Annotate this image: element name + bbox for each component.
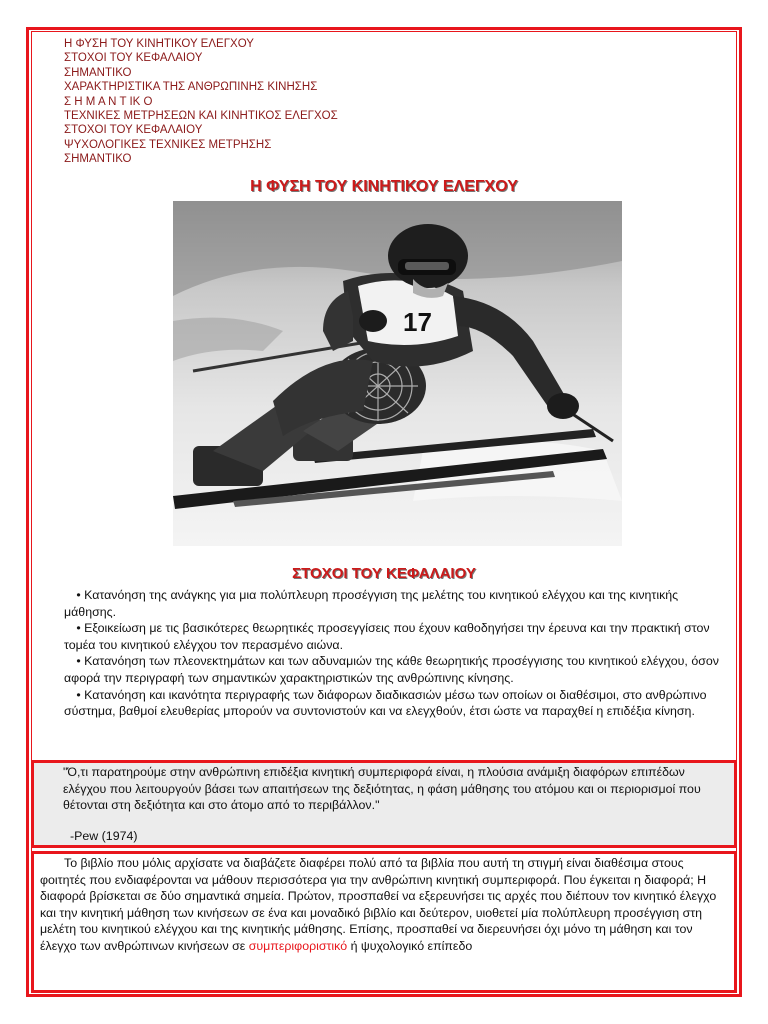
table-of-contents xyxy=(64,37,338,167)
toc-item[interactable]: ΣΗΜΑΝΤΙΚΟ xyxy=(64,66,132,79)
toc-item[interactable]: ΣΗΜΑΝΤΙΚΟ xyxy=(64,153,132,166)
bullet-icon: • xyxy=(76,621,81,636)
bib-number: 17 xyxy=(403,307,432,337)
bullet-icon: • xyxy=(76,654,81,669)
quote-attribution: -Pew (1974) xyxy=(70,829,138,843)
body-text-start: Το βιβλίο που μόλις αρχίσατε να διαβάζετε διαφέρει πολύ από τα βιβλία που αυτή τη στιγμή είναι διαθέσιμα στους φοιτητές που ενδιαφέρονται να μάθουν περισσότερα για την ανθρώπινη κινητική συμπεριφορά. Που έγκειται η διαφορά; Η διαφορά βρίσκεται σε δύο σημαντικά σημεία. Πρώτον, προσπαθεί να εξερευνήσει τις αρχές που διέπουν τον κινητικό έλεγχο και την κινητική μάθηση των κινήσεων σε ένα και μοναδικό βιβλίο και δεύτερον, υιοθετεί μία πολύπλευρη προσέγγιση στη μελέτη του κινητικού ελέγχου και της κινητικής μάθησης. Επίσης, προσπαθεί να διερευνήσει όχι μόνο τη μάθηση και τον έλεγχο των ανθρώπινων κινήσεων σε xyxy=(40,856,717,953)
body-paragraph xyxy=(40,855,728,954)
goal-text: Κατανόηση και ικανότητα περιγραφής των διάφορων διαδικασιών μέσω των οποίων οι διαθέσιμοι, στο ανθρώπινο σύστημα, βαθμοί ελευθερίας μπορούν να συντονιστούν και να ελεγχθούν, έτσι ώστε να παραχθεί η επιδέξια κίνηση. xyxy=(64,687,707,719)
bullet-icon: • xyxy=(76,588,81,602)
list-item xyxy=(64,653,719,686)
list-item xyxy=(64,687,719,720)
list-item xyxy=(64,620,719,653)
quote-text: "Ό,τι παρατηρούμε στην ανθρώπινη επιδέξια κινητική συμπεριφορά είναι, η πλούσια ανάμιξη διαφόρων επιπέδων ελέγχου που λειτουργούν βάσει των απαιτήσεων της δεξιότητας, η φάση μάθησης του ατόμου και οι περιορισμοί που θέτονται στη δεξιότητα και στο άτομο από το περιβάλλον." xyxy=(63,765,701,812)
toc-item[interactable]: ΣΤΟΧΟΙ ΤΟΥ ΚΕΦΑΛΑΙΟΥ xyxy=(64,124,203,137)
goal-text: Κατανόηση των πλεονεκτημάτων και των αδυναμιών της κάθε θεωρητικής προσέγγισης του κινητικού ελέγχου, όσον αφορά την περιγραφή των σημαντικών χαρακτηριστικών της ανθρώπινης κίνησης. xyxy=(64,654,719,685)
body-text-end: ή ψυχολογικό επίπεδο xyxy=(347,938,473,953)
section-heading-nature-of-motor-control: Η ΦΥΣΗ ΤΟΥ ΚΙΝΗΤΙΚΟΥ ΕΛΕΓΧΟΥ xyxy=(250,178,518,195)
toc-item[interactable]: ΨΥΧΟΛΟΓΙΚΕΣ ΤΕΧΝΙΚΕΣ ΜΕΤΡΗΣΗΣ xyxy=(64,138,272,151)
goal-text: Κατανόηση της ανάγκης για μια πολύπλευρη προσέγγιση της μελέτης του κινητικού ελέγχου και της κινητικής μάθησης. xyxy=(64,588,679,619)
bullet-icon: • xyxy=(76,687,81,702)
section-heading-chapter-goals: ΣΤΟΧΟΙ ΤΟΥ ΚΕΦΑΛΑΙΟΥ xyxy=(292,565,476,582)
toc-item[interactable]: Σ Η Μ Α Ν Τ ΙΚ Ο xyxy=(64,95,153,108)
toc-item[interactable]: ΤΕΧΝΙΚΕΣ ΜΕΤΡΗΣΕΩΝ ΚΑΙ ΚΙΝΗΤΙΚΟΣ ΕΛΕΓΧΟΣ xyxy=(64,110,338,123)
list-item xyxy=(64,587,719,620)
toc-item[interactable]: ΣΤΟΧΟΙ ΤΟΥ ΚΕΦΑΛΑΙΟΥ xyxy=(64,52,203,65)
skier-photo xyxy=(173,201,622,546)
toc-item[interactable]: ΧΑΡΑΚΤΗΡΙΣΤΙΚΑ ΤΗΣ ΑΝΘΡΩΠΙΝΗΣ ΚΙΝΗΣΗΣ xyxy=(64,81,318,94)
chapter-goals-list xyxy=(64,587,719,720)
highlighted-term-link[interactable]: συμπεριφοριστικό xyxy=(248,938,348,953)
goal-text: Εξοικείωση με τις βασικότερες θεωρητικές προσεγγίσεις που έχουν καθοδηγήσει την έρευνα και την πρακτική στον τομέα του κινητικού ελέγχου τον περασμένο αιώνα. xyxy=(64,621,710,652)
toc-item[interactable]: Η ΦΥΣΗ ΤΟΥ ΚΙΝΗΤΙΚΟΥ ΕΛΕΓΧΟΥ xyxy=(64,38,254,50)
